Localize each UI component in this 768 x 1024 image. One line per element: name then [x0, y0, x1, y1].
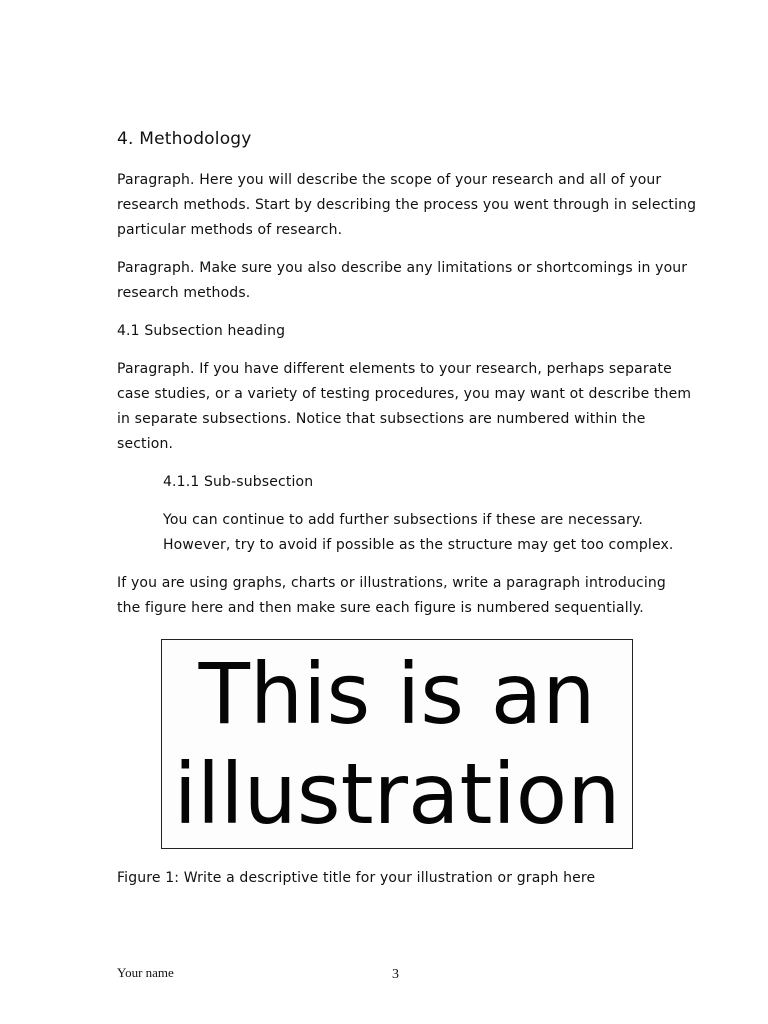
paragraph-line: Paragraph. If you have different elements to your research, perhaps separate — [117, 361, 672, 377]
illustration-text-line: illustration — [173, 745, 621, 843]
paragraph-line: Paragraph. Here you will describe the scope of your research and all of your — [117, 172, 662, 188]
paragraph-line: Paragraph. Make sure you also describe any limitations or shortcomings in your — [117, 260, 688, 276]
paragraph-line: particular methods of research. — [117, 222, 343, 238]
paragraph-line: research methods. Start by describing the process you went through in selecting — [117, 197, 697, 213]
page-number: 3 — [392, 967, 399, 982]
subsubsection-heading: 4.1.1 Sub-subsection — [163, 474, 314, 490]
paragraph-line: section. — [117, 436, 174, 452]
paragraph-line: research methods. — [117, 285, 251, 301]
subsection-heading: 4.1 Subsection heading — [117, 323, 286, 339]
paragraph-line: You can continue to add further subsections if these are necessary. — [163, 512, 643, 528]
illustration-text-line: This is an — [198, 645, 596, 743]
paragraph-line: in separate subsections. Notice that subsections are numbered within the — [117, 411, 646, 427]
section-heading: 4. Methodology — [117, 129, 252, 149]
paragraph-line: However, try to avoid if possible as the structure may get too complex. — [163, 537, 674, 553]
illustration-figure — [161, 639, 633, 849]
paragraph-line: case studies, or a variety of testing procedures, you may want ot describe them — [117, 386, 692, 402]
footer-author: Your name — [117, 965, 174, 980]
paragraph-line: the figure here and then make sure each figure is numbered sequentially. — [117, 600, 644, 616]
figure-caption: Figure 1: Write a descriptive title for your illustration or graph here — [117, 870, 596, 886]
paragraph-line: If you are using graphs, charts or illustrations, write a paragraph introducing — [117, 575, 666, 591]
